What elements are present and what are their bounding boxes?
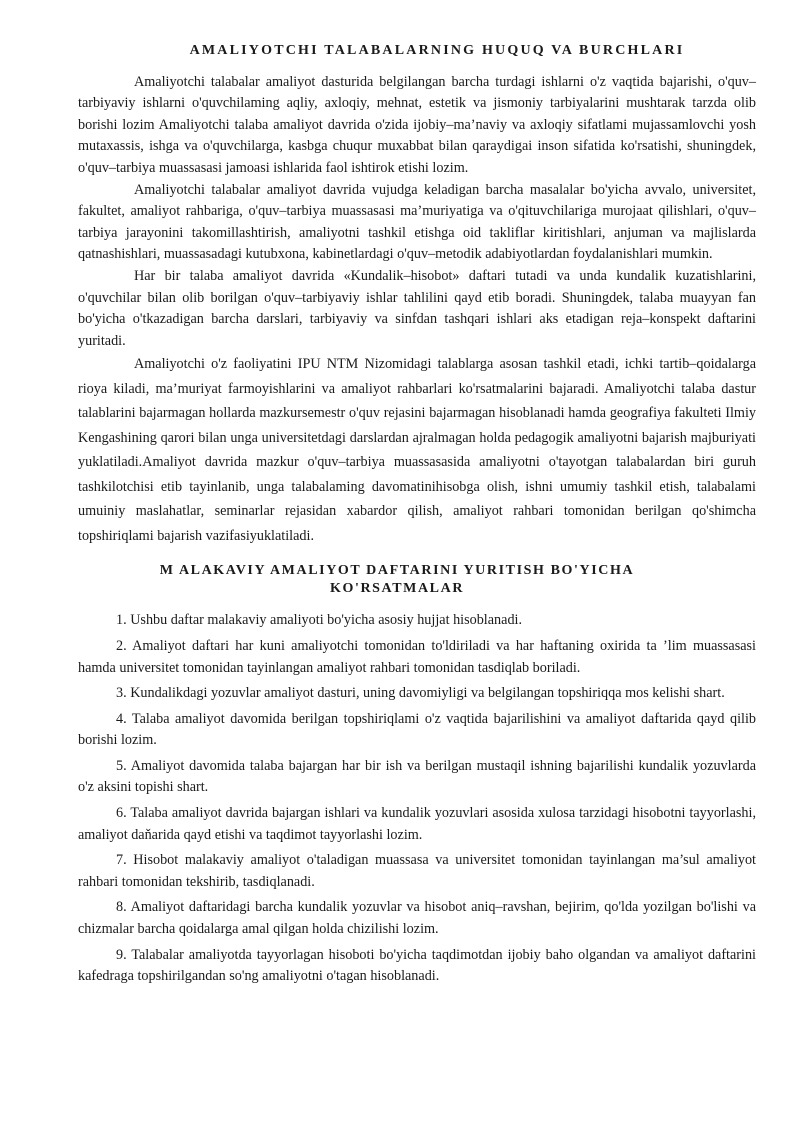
paragraph-rights-1: Amaliyotchi talabalar amaliyot dasturida belgilangan barcha turdagi ishlarni o'z vaqtida bajarishi, o'quv–tarbiyaviy ishlarni o'quvchilaming aqliy, axloqiy, mehnat, estetik va jismoniy tarbiyalarini mushtarak tarzda olib borishi lozim Amaliyotchi talaba amaliyot davrida o'zida ijobiy–ma’naviy va axloqiy sifatlami mujassamlovchi yosh mutaxassis, ishga va o'quvchilarga, kasbga chuqur muxabbat bilan qaraydigai inson sifatida ko'rsatishi, shuningdek, o'quv–tarbiya muassasasi jamoasi ishlarida faol ishtirok etishi lozim. — [78, 73, 756, 176]
section-heading-line-2: KO'RSATMALAR — [329, 581, 465, 597]
section-heading — [78, 562, 756, 598]
instructions-list — [78, 610, 756, 988]
instruction-item: 1. Ushbu daftar malakaviy amaliyoti bo'yicha asosiy hujjat hisoblanadi. — [116, 612, 523, 629]
instruction-item: 3. Kundalikdagi yozuvlar amaliyot dasturi, uning davomiyligi va belgilangan topshiriqqa mos kelishi shart. — [116, 685, 725, 702]
paragraph-rights-4: Amaliyotchi o'z faoliyatini IPU NTM Nizomidagi talablarga asosan tashkil etadi, ichki tartib–qoidalarga rioya kiladi, ma’muriyat farmoyishlarini va amaliyot rahbarlari ko'rsatmalarini bajaradi. Amaliyotchi talaba dastur talablarini bajarmagan hollarda mazkursemestr o'quv rejasini bajarmagan hisoblanadi hamda geografiya fakulteti Ilmiy Kengashining qarori bilan unga universitetdagi darslardan ajralmagan holda pedagogik amaliyotni bajarish majburiyati yuklatiladi.Amaliyot davrida mazkur o'quv–tarbiya muassasasida amaliyotni o'tayotgan talabalardan biri guruh tashkilotchisi etib tayinlanib, unga talabalaming davomatinihisobga olish, ishni umumiy tashkil etish, talabalami umuiniy maslahatlar, seminarlar rejasidan xabardor qilish, amaliyot rahbari tomonidan berilgan qo'shimcha topshiriqlami bajarish vazifasiyuklatiladi. — [78, 356, 756, 544]
section-heading-line-1: M ALAKAVIY AMALIYOT DAFTARINI YURITISH BO'YICHA — [159, 563, 635, 579]
instruction-item: 2. Amaliyot daftari har kuni amaliyotchi tomonidan to'ldiriladi va har haftaning oxirida ta ’lim muassasasi hamda universitet tomonidan tayinlangan amaliyot rahbari tomonidan tasdiqlab boriladi. — [78, 637, 756, 676]
paragraph-rights-2: Amaliyotchi talabalar amaliyot davrida vujudga keladigan barcha masalalar bo'yicha avvalo, universitet, fakultet, amaliyot rahbariga, o'quv–tarbiya muassasasi ma’muriyatiga va o'qituvchilariga murojaat qilishlari, o'quv–tarbiya jarayonini takomillashtirish, amaliyotni tashkil etishga oid takliflar kiritishlari, anjuman va majlislarda qatnashishlari, muassasadagi kutubxona, kabinetlardagi o'quv–metodik adabiyotlardan foydalanishlari mumkin. — [78, 181, 756, 263]
paragraph-rights-3: Har bir talaba amaliyot davrida «Kundalik–hisobot» daftari tutadi va unda kundalik kuzatishlarini, o'quvchilar bilan olib borilgan o'quv–tarbiyaviy ishlar tahlilini qayd etib boradi. Shuningdek, talaba muayyan fan bo'yicha o'tkazadigan barcha darslari, tarbiyaviy va sinfdan tashqari ishlari aks etadigan reja–konspekt daftarini yuritadi. — [78, 267, 756, 349]
instruction-item: 8. Amaliyot daftaridagi barcha kundalik yozuvlar va hisobot aniq–ravshan, bejirim, qo'lda yozilgan bo'lishi va chizmalar barcha qoidalarga amal qilgan holda chizilishi lozim. — [78, 899, 756, 938]
instruction-item: 4. Talaba amaliyot davomida berilgan topshiriqlami o'z vaqtida bajarilishini va amaliyot daftarida qayd qilib borishi lozim. — [78, 710, 756, 749]
page-title: AMALIYOTCHI TALABALARNING HUQUQ VA BURCHLARI — [189, 43, 685, 58]
instruction-item: 7. Hisobot malakaviy amaliyot o'taladigan muassasa va universitet tomonidan tayinlangan ma’sul amaliyot rahbari tomonidan tekshirib, tasdiqlanadi. — [78, 852, 756, 890]
instruction-item: 9. Talabalar amaliyotda tayyorlagan hisoboti bo'yicha taqdimotdan ijobiy baho olgandan va amaliyot daftarini kafedraga topshirilgandan so'ng amaliyotni o'tagan hisoblanadi. — [78, 946, 756, 985]
instruction-item: 5. Amaliyot davomida talaba bajargan har bir ish va berilgan mustaqil ishning bajarilishi kundalik yozuvlarda o'z aksini topishi shart. — [78, 757, 756, 796]
instruction-item: 6. Talaba amaliyot davrida bajargan ishlari va kundalik yozuvlari asosida xulosa tarzidagi hisobotni tayyorlashi, amaliyot daňarida qayd etishi va taqdimot tayyorlashi lozim. — [78, 805, 756, 843]
